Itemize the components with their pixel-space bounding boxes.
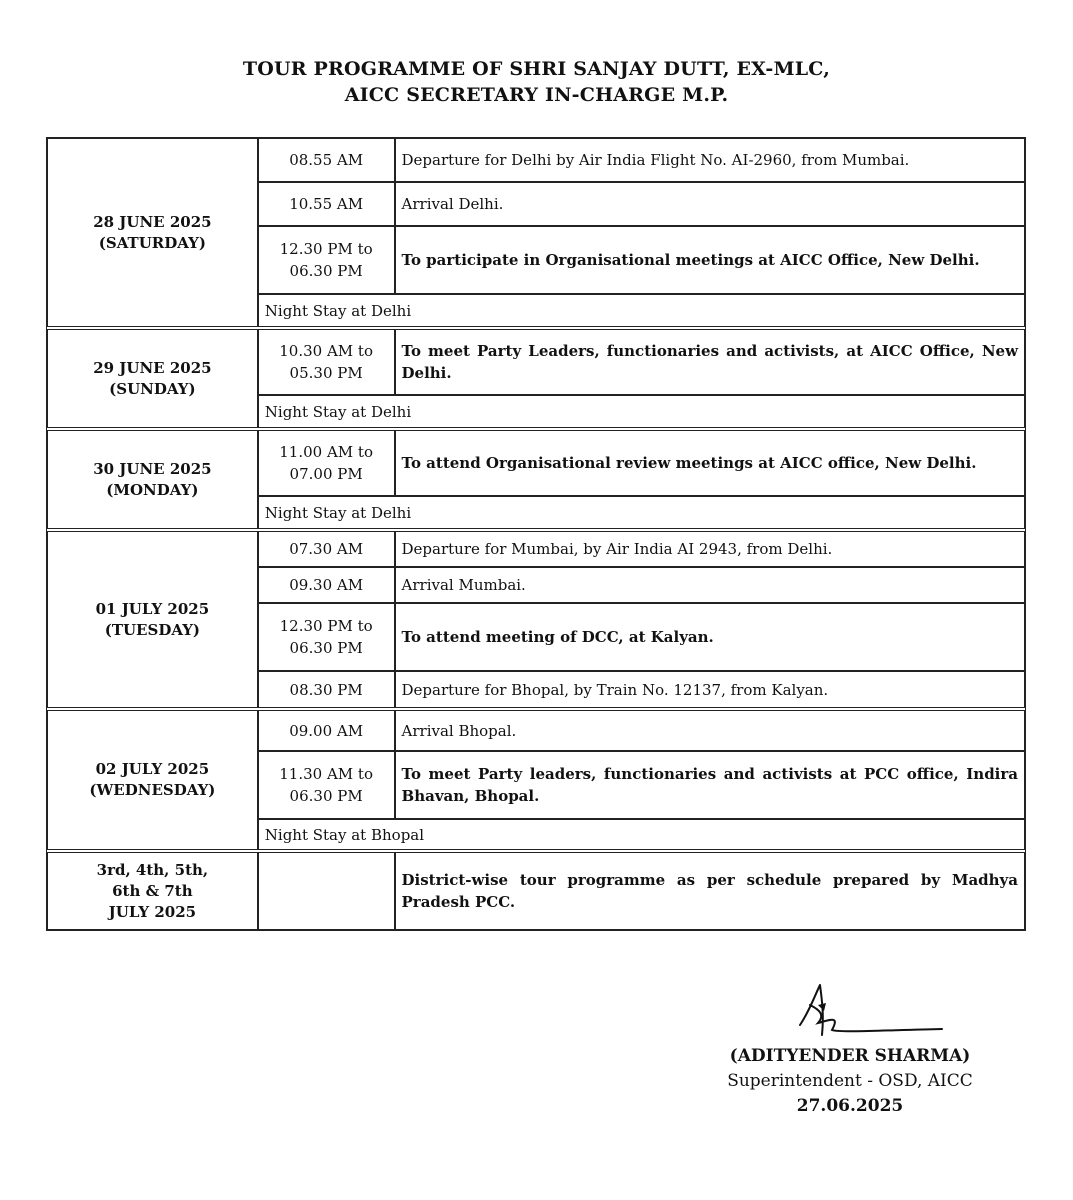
time-text: 06.30 PM <box>289 787 363 805</box>
date-cell <box>47 138 258 327</box>
date-text: 28 JUNE 2025 <box>93 212 212 231</box>
time-cell <box>258 603 395 671</box>
table-row <box>47 531 1025 567</box>
time-cell <box>258 710 395 751</box>
night-stay-cell: Night Stay at Delhi <box>258 395 1025 428</box>
time-text: 12.30 PM to <box>279 617 373 635</box>
signatory-name: (ADITYENDER SHARMA) <box>729 1046 971 1066</box>
time-text: 08.55 AM <box>289 151 364 169</box>
time-text: 09.00 AM <box>289 721 364 740</box>
time-cell <box>258 430 395 496</box>
date-cell <box>47 531 258 708</box>
time-text: 07.00 PM <box>289 465 363 483</box>
activity-cell: To attend Organisational review meetings at AICC office, New Delhi. <box>395 430 1025 496</box>
signatory-designation: Superintendent - OSD, AICC <box>727 1071 973 1091</box>
table-row <box>47 138 1025 182</box>
day-text: (WEDNESDAY) <box>89 781 216 799</box>
table-row <box>47 852 1025 930</box>
time-text: 05.30 PM <box>289 364 363 382</box>
activity-cell: Arrival Bhopal. <box>395 710 1025 751</box>
activity-cell: District-wise tour programme as per schedule prepared by Madhya Pradesh PCC. <box>395 852 1025 930</box>
signature-image <box>780 975 950 1045</box>
date-text: 3rd, 4th, 5th, <box>96 860 209 879</box>
time-cell <box>258 226 395 294</box>
date-cell <box>47 710 258 850</box>
time-cell <box>258 671 395 708</box>
date-text: 02 JULY 2025 <box>95 760 210 778</box>
activity-cell: To participate in Organisational meetings at AICC Office, New Delhi. <box>395 226 1025 294</box>
night-stay-cell: Night Stay at Delhi <box>258 496 1025 529</box>
time-text: 11.30 AM to <box>279 765 373 783</box>
day-text: (MONDAY) <box>106 480 199 499</box>
date-text: 6th & 7th <box>112 881 193 900</box>
time-cell <box>258 329 395 395</box>
night-stay-cell: Night Stay at Delhi <box>258 294 1025 327</box>
activity-cell: Departure for Bhopal, by Train No. 12137, from Kalyan. <box>395 671 1025 708</box>
table-row <box>47 710 1025 751</box>
time-text: 09.30 AM <box>289 576 364 594</box>
tour-schedule-table <box>46 137 1026 931</box>
time-cell <box>258 751 395 819</box>
activity-cell: To meet Party Leaders, functionaries and activists, at AICC Office, New Delhi. <box>395 329 1025 395</box>
activity-cell: Departure for Mumbai, by Air India AI 2943, from Delhi. <box>395 531 1025 567</box>
document-title-line-2: AICC SECRETARY IN-CHARGE M.P. <box>344 84 729 106</box>
time-cell <box>258 138 395 182</box>
date-text: 29 JUNE 2025 <box>93 358 212 377</box>
time-text: 10.30 AM to <box>279 342 373 360</box>
time-text: 07.30 AM <box>289 540 364 558</box>
date-text: 30 JUNE 2025 <box>93 459 212 478</box>
signature-date: 27.06.2025 <box>796 1096 904 1116</box>
activity-cell: Arrival Mumbai. <box>395 567 1025 603</box>
time-cell <box>258 852 395 930</box>
time-text: 06.30 PM <box>289 262 363 280</box>
table-row <box>47 430 1025 496</box>
date-cell <box>47 852 258 930</box>
date-cell <box>47 329 258 428</box>
time-cell <box>258 182 395 226</box>
time-text: 06.30 PM <box>289 639 363 657</box>
night-stay-cell: Night Stay at Bhopal <box>258 819 1025 850</box>
time-text: 11.00 AM to <box>279 443 373 461</box>
time-cell <box>258 531 395 567</box>
table-row <box>47 329 1025 395</box>
activity-cell: Departure for Delhi by Air India Flight No. AI-2960, from Mumbai. <box>395 138 1025 182</box>
date-text: 01 JULY 2025 <box>95 599 210 618</box>
date-cell <box>47 430 258 529</box>
day-text: (SUNDAY) <box>109 379 196 398</box>
activity-cell: To meet Party leaders, functionaries and activists at PCC office, Indira Bhavan, Bhopal. <box>395 751 1025 819</box>
time-text: 08.30 PM <box>289 680 363 699</box>
day-text: (TUESDAY) <box>104 620 201 639</box>
activity-cell: To attend meeting of DCC, at Kalyan. <box>395 603 1025 671</box>
time-cell <box>258 567 395 603</box>
day-text: (SATURDAY) <box>98 233 206 252</box>
time-text: 12.30 PM to <box>279 240 373 258</box>
date-text: JULY 2025 <box>108 902 197 921</box>
time-text: 10.55 AM <box>289 195 364 213</box>
document-title-line-1: TOUR PROGRAMME OF SHRI SANJAY DUTT, EX-MLC, <box>242 58 831 80</box>
activity-cell: Arrival Delhi. <box>395 182 1025 226</box>
